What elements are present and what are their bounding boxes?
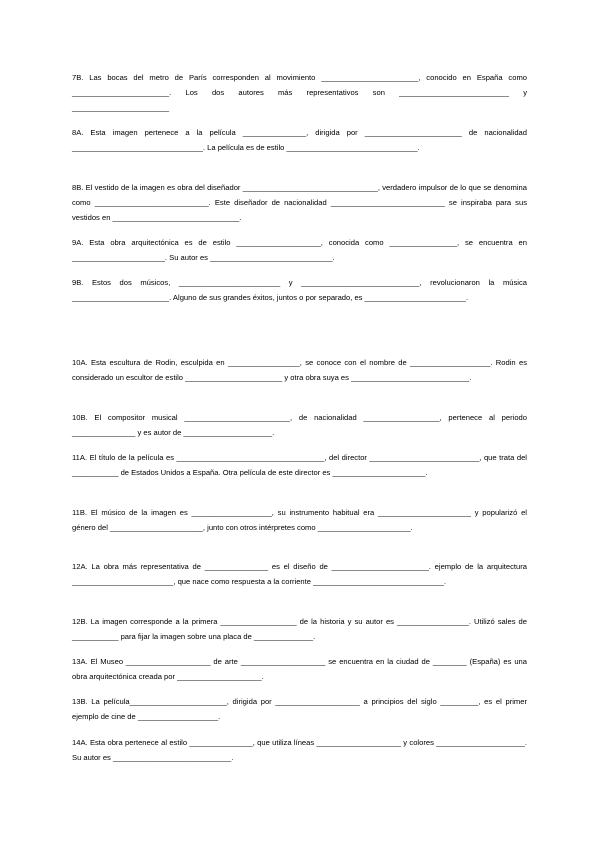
question-11b [72,505,527,535]
question-text: 14A. Esta obra pertenece al estilo _______________, que utiliza líneas ____________________ y colores _____________________. Su autor es ____________________________. [72,738,527,762]
question-text: 13B. La película_______________________, dirigida por ____________________ a principios del siglo _________, es el primer ejemplo de cine de ___________________. [72,697,527,721]
question-9b [72,275,527,305]
question-text: 13A. El Museo ____________________ de arte ____________________ se encuentra en la ciudad de ________ (España) es una obra arquitectónica creada por ____________________. [72,657,527,681]
question-text: 8A. Esta imagen pertenece a la película _______________, dirigida por _______________________ de nacionalidad _______________________________. La película es de estilo _______________________________. [72,128,527,152]
question-text: 11A. El título de la película es ___________________________________, del director __________________________, que trata del ___________ de Estados Unidos a España. Otra película de este director es ______________________. [72,453,527,477]
question-14a [72,735,527,765]
question-13a [72,654,527,684]
question-text: 9A. Esta obra arquitectónica es de estilo ____________________, conocida como ________________, se encuentra en ______________________. Su autor es _____________________________. [72,238,527,262]
question-7b [72,70,527,115]
question-10b [72,410,527,440]
question-13b [72,694,527,724]
question-text: 12A. La obra más representativa de _______________ es el diseño de _______________________. ejemplo de la arquitectura ________________________, que nace como respuesta a la corriente _______________________________. [72,562,527,586]
question-text: 12B. La imagen corresponde a la primera __________________ de la historia y su autor es _________________. Utilizó sales de ___________ para fijar la imagen sobre una placa de ______________. [72,617,527,641]
question-text: 8B. El vestido de la imagen es obra del diseñador ________________________________, verdadero impulsor de lo que se denomina como ___________________________. Este diseñador de nacionalidad ___________________________ se inspiraba para sus vestidos en ______________________________. [72,183,527,222]
question-text: 9B. Estos dos músicos, ________________________ y ____________________________, revolucionaron la música _______________________. Alguno de sus grandes éxitos, juntos o por separado, es ________________________. [72,278,527,302]
question-11a [72,450,527,480]
question-text: 7B. Las bocas del metro de París corresponden al movimiento _______________________, conocido en España como _______________________. Los dos autores más representativos son __________________________ y _______________________ [72,73,527,112]
question-8b [72,180,527,225]
question-text: 10B. El compositor musical _________________________, de nacionalidad __________________, pertenece al periodo _______________ y es autor de _____________________. [72,413,527,437]
question-text: 10A. Esta escultura de Rodin, esculpida en _________________, se conoce con el nombre de ___________________. Rodin es considerado un escultor de estilo _______________________ y otra obra suya es ____________________________. [72,358,527,382]
question-12a [72,559,527,589]
question-12b [72,614,527,644]
question-8a [72,125,527,155]
question-text: 11B. El músico de la imagen es ___________________, su instrumento habitual era ______________________ y popularizó el género del ______________________, junto con otros intérpretes como ______________________. [72,508,527,532]
question-9a [72,235,527,265]
question-10a [72,355,527,385]
